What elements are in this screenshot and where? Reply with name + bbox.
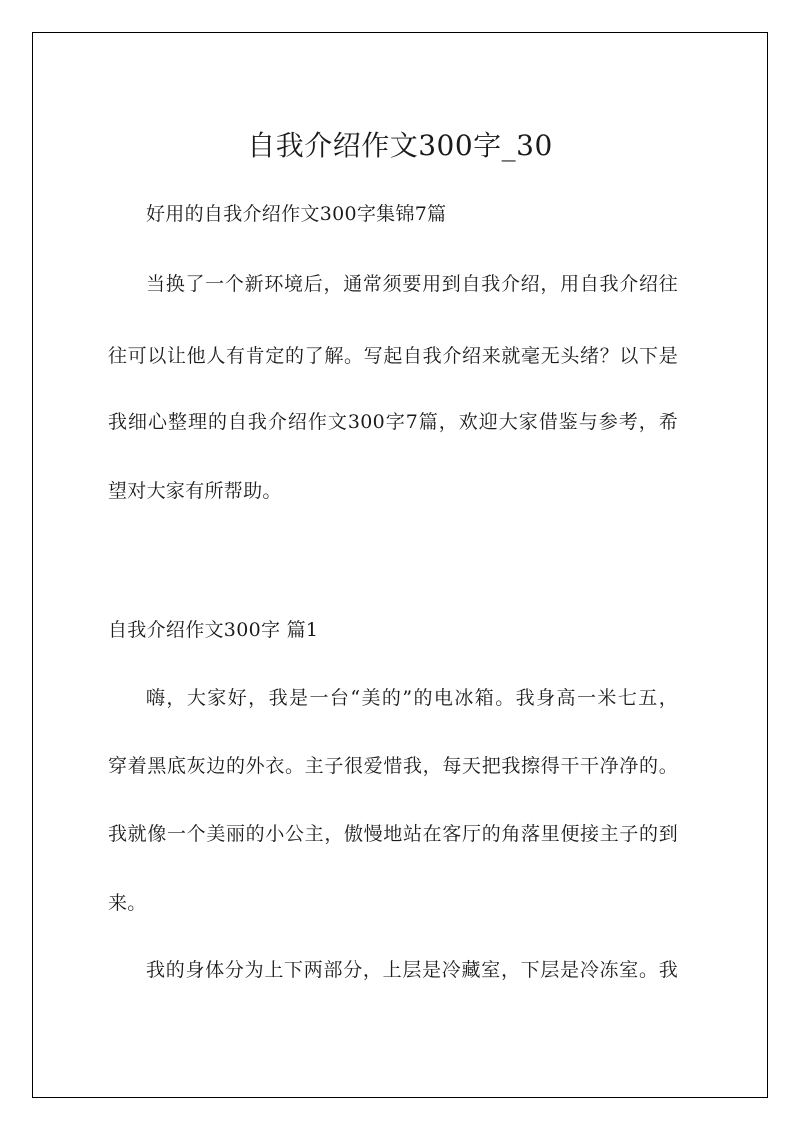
page-frame [32,32,768,1098]
intro-heading: 好用的自我介绍作文300字集锦7篇 [146,203,447,225]
intro-paragraph-line-4: 望对大家有所帮助。 [108,480,282,502]
intro-paragraph-line-2: 往可以让他人有肯定的了解。写起自我介绍来就毫无头绪？以下是 [108,345,678,367]
document-title: 自我介绍作文300字_30 [247,129,553,162]
section-paragraph-line-1: 嗨，大家好，我是一台“美的”的电冰箱。我身高一米七五， [146,687,678,709]
section-paragraph-line-4: 来。 [108,892,147,914]
section-paragraph-line-5: 我的身体分为上下两部分，上层是冷藏室，下层是冷冻室。我 [146,959,678,981]
section-paragraph-line-2: 穿着黑底灰边的外衣。主子很爱惜我，每天把我擦得干干净净的。 [108,755,678,777]
section-heading: 自我介绍作文300字 篇1 [108,619,319,641]
intro-paragraph-line-1: 当换了一个新环境后，通常须要用到自我介绍，用自我介绍往 [146,273,678,295]
section-paragraph-line-3: 我就像一个美丽的小公主，傲慢地站在客厅的角落里便接主子的到 [108,823,678,845]
intro-paragraph-line-3: 我细心整理的自我介绍作文300字7篇，欢迎大家借鉴与参考，希 [108,411,678,433]
